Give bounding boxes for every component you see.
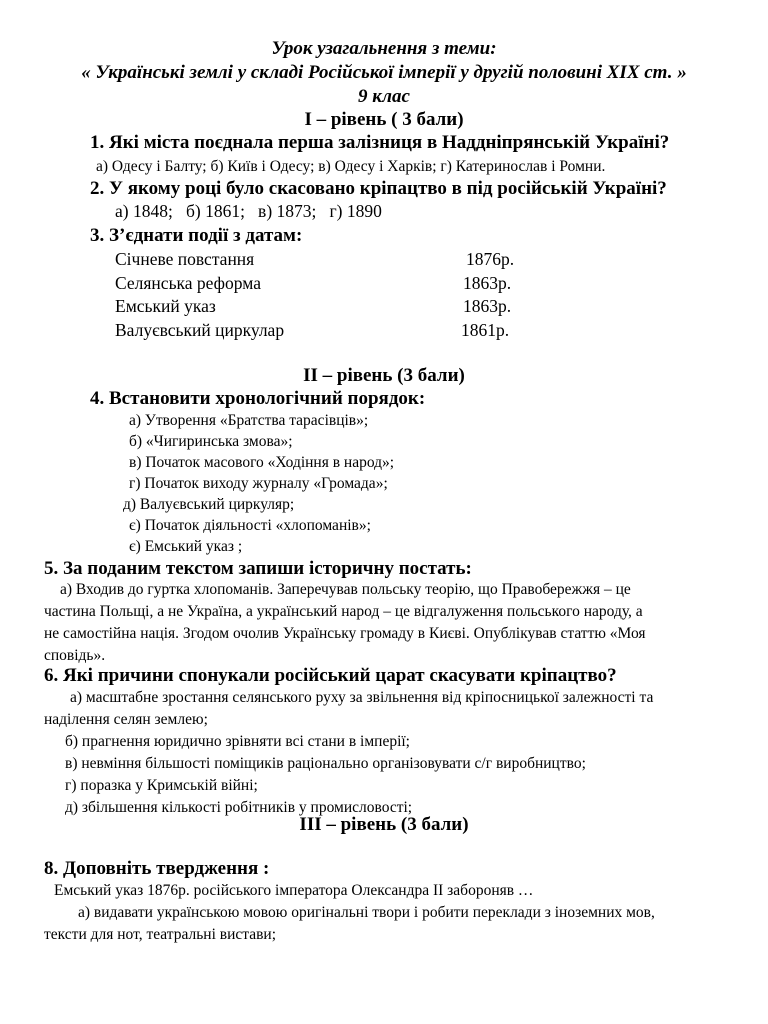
event-label: Емський указ <box>115 296 216 316</box>
date-label: 1863р. <box>463 272 512 293</box>
date-label: 1861р. <box>461 319 510 340</box>
chronology-item: а) Утворення «Братства тарасівців»; <box>129 412 369 429</box>
question-2-options: а) 1848; б) 1861; в) 1873; г) 1890 <box>115 201 382 221</box>
match-row <box>0 319 768 343</box>
question-6-option: в) невміння більшості поміщиків раціонально організовувати с/г виробництво; <box>65 755 586 772</box>
event-label: Валуєвський циркулар <box>115 319 285 340</box>
match-row <box>0 248 768 272</box>
question-8-line: тексти для нот, театральні вистави; <box>44 926 277 943</box>
match-row <box>0 272 768 296</box>
chronology-item: є) Початок діяльності «хлопоманів»; <box>129 517 371 534</box>
question-8-line: Емський указ 1876р. російського імператора Олександра ІІ забороняв … <box>54 882 534 899</box>
question-1-options: а) Одесу і Балту; б) Київ і Одесу; в) Одесу і Харків; г) Катеринослав і Ромни. <box>96 158 606 175</box>
question-6-option: д) збільшення кількості робітників у промисловості; <box>65 799 413 816</box>
level-2-title: ІІ – рівень (3 бали) <box>303 365 465 386</box>
match-table <box>0 248 768 342</box>
question-6-option: а) масштабне зростання селянського руху за звільнення від кріпосницької залежності та <box>70 689 654 706</box>
question-2: 2. У якому році було скасовано кріпацтво в під російській Україні? <box>90 178 667 199</box>
match-row <box>0 295 768 319</box>
question-6-option: б) прагнення юридично зрівняти всі стани в імперії; <box>65 733 410 750</box>
question-5-text-line: не самостійна нація. Згодом очолив Українську громаду в Києві. Опублікував статтю «Моя <box>44 625 646 642</box>
question-5-text-line: частина Польщі, а не Україна, а український народ – це відгалуження польського народу, а <box>44 603 643 620</box>
event-label: Селянська реформа <box>115 272 261 293</box>
date-label: 1876р. <box>466 249 515 269</box>
lesson-heading: Урок узагальнення з теми: <box>271 38 497 59</box>
question-6-option: наділення селян землею; <box>44 711 208 728</box>
level-3-title: ІІІ – рівень (3 бали) <box>299 814 469 835</box>
level-1-title: І – рівень ( 3 бали) <box>304 109 464 130</box>
chronology-item: б) «Чигиринська змова»; <box>129 433 293 450</box>
question-5-text-line: а) Входив до гуртка хлопоманів. Заперечував польську теорію, що Правобережжя – це <box>60 581 631 598</box>
question-5: 5. За поданим текстом запиши історичну постать: <box>44 558 472 579</box>
question-3: 3. З’єднати події з датам: <box>90 225 303 246</box>
grade-label: 9 клас <box>358 86 410 107</box>
question-6: 6. Які причини спонукали російський царат скасувати кріпацтво? <box>44 665 617 686</box>
question-5-text-line: сповідь». <box>44 647 106 664</box>
chronology-item: д) Валуєвський циркуляр; <box>123 496 295 513</box>
question-8: 8. Доповніть твердження : <box>44 858 270 879</box>
lesson-topic: « Українські землі у складі Російської імперії у другій половині XIX ст. » <box>81 62 687 83</box>
question-4: 4. Встановити хронологічний порядок: <box>90 388 426 409</box>
chronology-item: г) Початок виходу журналу «Громада»; <box>129 475 388 492</box>
question-1: 1. Які міста поєднала перша залізниця в Наддніпрянській Україні? <box>90 132 670 153</box>
question-6-option: г) поразка у Кримській війні; <box>65 777 258 794</box>
question-8-line: а) видавати українською мовою оригінальні твори і робити переклади з іноземних мов, <box>78 904 655 921</box>
chronology-item: є) Емський указ ; <box>129 538 243 555</box>
chronology-item: в) Початок масового «Ходіння в народ»; <box>129 454 395 471</box>
event-label: Січневе повстання <box>115 249 255 269</box>
date-label: 1863р. <box>463 296 512 316</box>
